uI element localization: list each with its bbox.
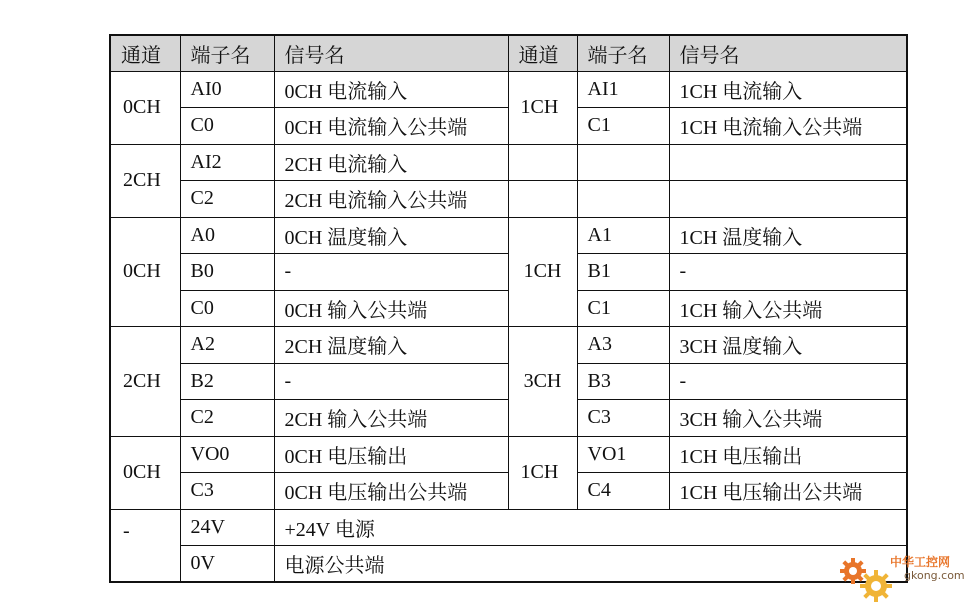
signal-cell: 1CH 电压输出公共端	[669, 473, 907, 510]
signal-cell: -	[669, 363, 907, 400]
gear-icon	[858, 568, 894, 604]
header-signal-right: 信号名	[669, 35, 907, 71]
table-row	[110, 71, 907, 108]
channel-cell: 2CH	[110, 327, 180, 437]
terminal-cell: C4	[577, 473, 669, 510]
signal-cell: 0CH 温度输入	[274, 217, 508, 254]
terminal-cell: 24V	[180, 509, 274, 546]
site-watermark	[836, 550, 975, 608]
terminal-cell: C0	[180, 290, 274, 327]
terminal-cell: A3	[577, 327, 669, 364]
watermark-title: 中华工控网	[890, 555, 951, 569]
terminal-cell: B3	[577, 363, 669, 400]
terminal-cell: VO1	[577, 436, 669, 473]
header-signal-left: 信号名	[274, 35, 508, 71]
channel-cell: 0CH	[110, 436, 180, 509]
signal-cell: 1CH 温度输入	[669, 217, 907, 254]
header-terminal-left: 端子名	[180, 35, 274, 71]
signal-cell: -	[274, 254, 508, 291]
terminal-cell: C1	[577, 108, 669, 145]
channel-cell: 0CH	[110, 71, 180, 144]
empty-cell	[577, 144, 669, 181]
signal-cell: 2CH 温度输入	[274, 327, 508, 364]
channel-cell: 1CH	[508, 217, 577, 327]
signal-cell: 0CH 输入公共端	[274, 290, 508, 327]
table-row	[110, 144, 907, 181]
table-row	[110, 181, 907, 218]
header-terminal-right: 端子名	[577, 35, 669, 71]
empty-cell	[508, 144, 577, 181]
terminal-signal-table	[109, 34, 908, 583]
signal-cell: 2CH 电流输入	[274, 144, 508, 181]
channel-cell: 2CH	[110, 144, 180, 217]
watermark-site: gkong.com	[904, 569, 965, 582]
terminal-cell: B0	[180, 254, 274, 291]
channel-cell: 3CH	[508, 327, 577, 437]
terminal-cell: B1	[577, 254, 669, 291]
signal-cell: 1CH 电压输出	[669, 436, 907, 473]
signal-cell: 1CH 电流输入公共端	[669, 108, 907, 145]
channel-cell: 0CH	[110, 217, 180, 327]
signal-cell: 3CH 输入公共端	[669, 400, 907, 437]
terminal-cell: A0	[180, 217, 274, 254]
signal-cell: 3CH 温度输入	[669, 327, 907, 364]
signal-cell: 0CH 电流输入	[274, 71, 508, 108]
signal-cell: 0CH 电压输出	[274, 436, 508, 473]
signal-cell: 电源公共端	[274, 546, 907, 583]
channel-cell: 1CH	[508, 71, 577, 144]
signal-cell: 2CH 电流输入公共端	[274, 181, 508, 218]
terminal-cell: A2	[180, 327, 274, 364]
empty-cell	[577, 181, 669, 218]
signal-cell: 0CH 电压输出公共端	[274, 473, 508, 510]
empty-cell	[508, 181, 577, 218]
signal-cell: +24V 电源	[274, 509, 907, 546]
header-channel-right: 通道	[508, 35, 577, 71]
signal-cell: 1CH 输入公共端	[669, 290, 907, 327]
table-row	[110, 509, 907, 546]
signal-cell: -	[274, 363, 508, 400]
header-channel-left: 通道	[110, 35, 180, 71]
table-row	[110, 217, 907, 254]
terminal-cell: A1	[577, 217, 669, 254]
table-row	[110, 327, 907, 364]
signal-cell: -	[669, 254, 907, 291]
table-row	[110, 546, 907, 583]
empty-cell	[669, 181, 907, 218]
terminal-cell: C2	[180, 181, 274, 218]
signal-cell: 2CH 输入公共端	[274, 400, 508, 437]
empty-cell	[669, 144, 907, 181]
channel-cell: 1CH	[508, 436, 577, 509]
terminal-cell: VO0	[180, 436, 274, 473]
terminal-cell: C3	[577, 400, 669, 437]
signal-cell: 0CH 电流输入公共端	[274, 108, 508, 145]
terminal-cell: C2	[180, 400, 274, 437]
terminal-cell: C0	[180, 108, 274, 145]
terminal-cell: AI0	[180, 71, 274, 108]
terminal-cell: B2	[180, 363, 274, 400]
channel-cell: -	[110, 509, 180, 582]
terminal-cell: 0V	[180, 546, 274, 583]
terminal-cell: AI1	[577, 71, 669, 108]
table-header-row	[110, 35, 907, 71]
table-row	[110, 436, 907, 473]
terminal-cell: C3	[180, 473, 274, 510]
signal-cell: 1CH 电流输入	[669, 71, 907, 108]
terminal-cell: AI2	[180, 144, 274, 181]
terminal-cell: C1	[577, 290, 669, 327]
